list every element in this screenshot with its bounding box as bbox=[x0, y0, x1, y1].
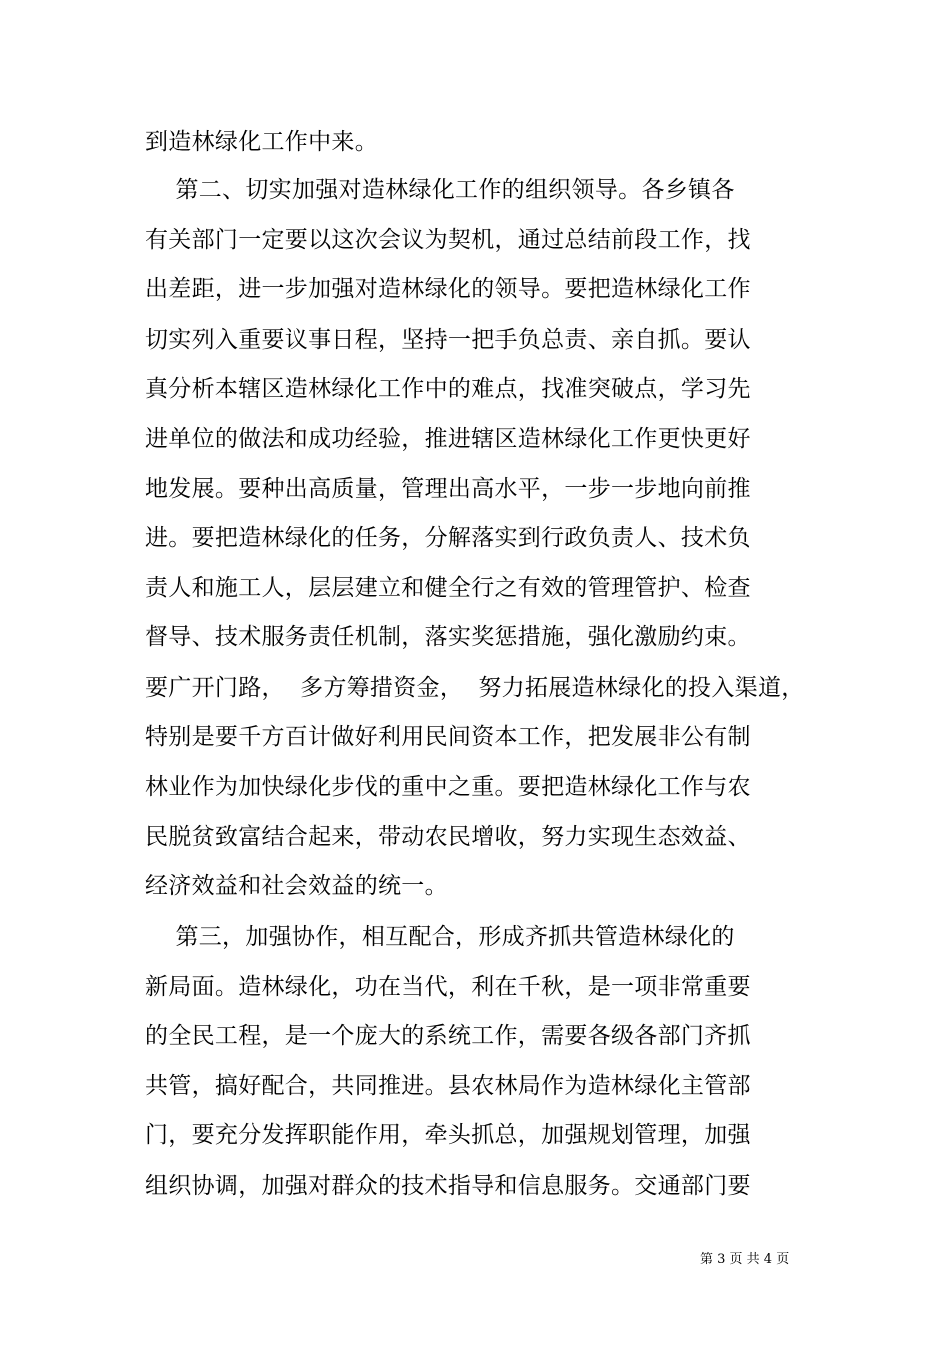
text-line: 到造林绿化工作中来。 bbox=[145, 129, 378, 155]
text-line: 共管，搞好配合，共同推进。县农林局作为造林绿化主管部 bbox=[145, 1073, 751, 1099]
text-line: 民脱贫致富结合起来，带动农民增收，努力实现生态效益、 bbox=[145, 824, 751, 850]
text-line: 督导、技术服务责任机制，落实奖惩措施，强化激励约束。 bbox=[145, 624, 751, 650]
text-line: 地发展。要种出高质量，管理出高水平，一步一步地向前推 bbox=[145, 476, 751, 502]
text-line: 特别是要千方百计做好利用民间资本工作，把发展非公有制 bbox=[145, 724, 751, 750]
text-line: 的全民工程，是一个庞大的系统工作，需要各级各部门齐抓 bbox=[145, 1023, 751, 1049]
text-line: 真分析本辖区造林绿化工作中的难点，找准突破点，学习先 bbox=[145, 376, 751, 402]
text-line: 门，要充分发挥职能作用，牵头抓总，加强规划管理，加强 bbox=[145, 1122, 751, 1148]
text-line: 进。要把造林绿化的任务，分解落实到行政负责人、技术负 bbox=[145, 525, 751, 551]
text-line: 林业作为加快绿化步伐的重中之重。要把造林绿化工作与农 bbox=[145, 774, 751, 800]
text-line: 切实列入重要议事日程，坚持一把手负总责、亲自抓。要认 bbox=[145, 327, 751, 353]
text-line: 新局面。造林绿化，功在当代，利在千秋，是一项非常重要 bbox=[145, 974, 751, 1000]
text-line: 有关部门一定要以这次会议为契机，通过总结前段工作，找 bbox=[145, 227, 751, 253]
text-line: 出差距，进一步加强对造林绿化的领导。要把造林绿化工作 bbox=[145, 276, 751, 302]
text-line: 进单位的做法和成功经验，推进辖区造林绿化工作更快更好 bbox=[145, 426, 751, 452]
page-number-footer: 第 3 页 共 4 页 bbox=[700, 1252, 790, 1267]
text-line: 要广开门路， 多方筹措资金， 努力拓展造林绿化的投入渠道， bbox=[145, 675, 805, 701]
text-line: 责人和施工人，层层建立和健全行之有效的管理管护、检查 bbox=[145, 575, 751, 601]
text-line: 经济效益和社会效益的统一。 bbox=[145, 873, 448, 899]
text-line: 第三，加强协作，相互配合，形成齐抓共管造林绿化的 bbox=[145, 924, 735, 950]
text-line: 第二、切实加强对造林绿化工作的组织领导。各乡镇各 bbox=[145, 177, 735, 203]
text-line: 组织协调，加强对群众的技术指导和信息服务。交通部门要 bbox=[145, 1173, 751, 1199]
